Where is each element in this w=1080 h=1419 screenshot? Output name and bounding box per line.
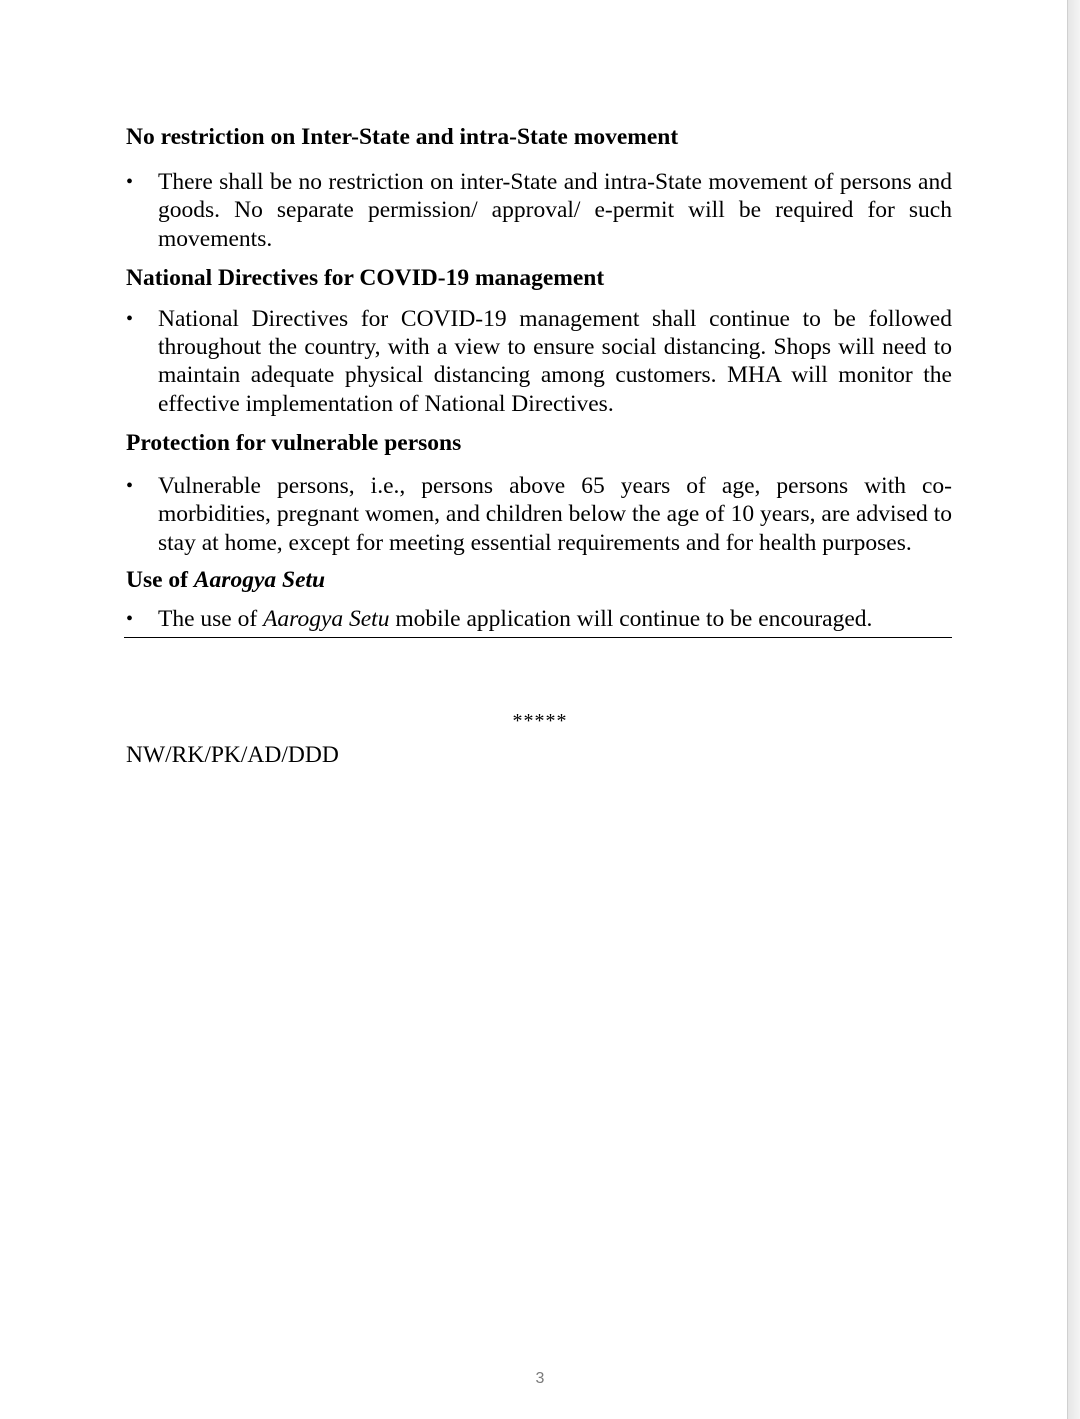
bullet-icon: •: [126, 171, 134, 193]
section-heading-aarogya-setu: [126, 565, 952, 595]
reference-code: NW/RK/PK/AD/DDD: [126, 742, 339, 768]
section-heading-vulnerable-persons: Protection for vulnerable persons: [126, 430, 462, 457]
heading-prefix: Use of: [126, 566, 194, 593]
bullet-item-national-directives: [126, 305, 952, 418]
bullet-text: National Directives for COVID-19 management shall continue to be followed throughout the country, with a view to ensure social distancing. Shops will need to maintain adequate physical distancing among customers. MHA will monitor the effective implementation of National Directives.: [158, 305, 952, 417]
page-number: 3: [535, 1370, 545, 1387]
bullet-text: There shall be no restriction on inter-State and intra-State movement of persons and goods. No separate permission/ approval/ e-permit will be required for such movements.: [158, 169, 952, 252]
bullet-item-movement: [126, 168, 952, 253]
bullet-text: Vulnerable persons, i.e., persons above 65 years of age, persons with co-morbidities, pregnant women, and children below the age of 10 years, are advised to stay at home, except for meeting essential requirements and for health purposes.: [158, 473, 952, 556]
horizontal-rule: [124, 637, 952, 638]
separator-stars: *****: [512, 710, 568, 732]
bullet-icon: •: [126, 475, 134, 498]
bullet-item-aarogya-setu: [126, 605, 952, 633]
bullet-text-prefix: The use of: [158, 605, 264, 632]
heading-app-name: Aarogya Setu: [193, 566, 326, 593]
bullet-text-suffix: mobile application will continue to be encouraged.: [389, 605, 873, 632]
bullet-item-vulnerable-persons: [126, 472, 952, 557]
bullet-icon: •: [126, 307, 134, 330]
bullet-icon: •: [126, 607, 134, 630]
document-body: [126, 122, 952, 638]
bullet-app-name: Aarogya Setu: [263, 605, 390, 632]
section-heading-national-directives: National Directives for COVID-19 management: [126, 264, 605, 291]
section-heading-movement: No restriction on Inter-State and intra-State movement: [126, 124, 679, 150]
